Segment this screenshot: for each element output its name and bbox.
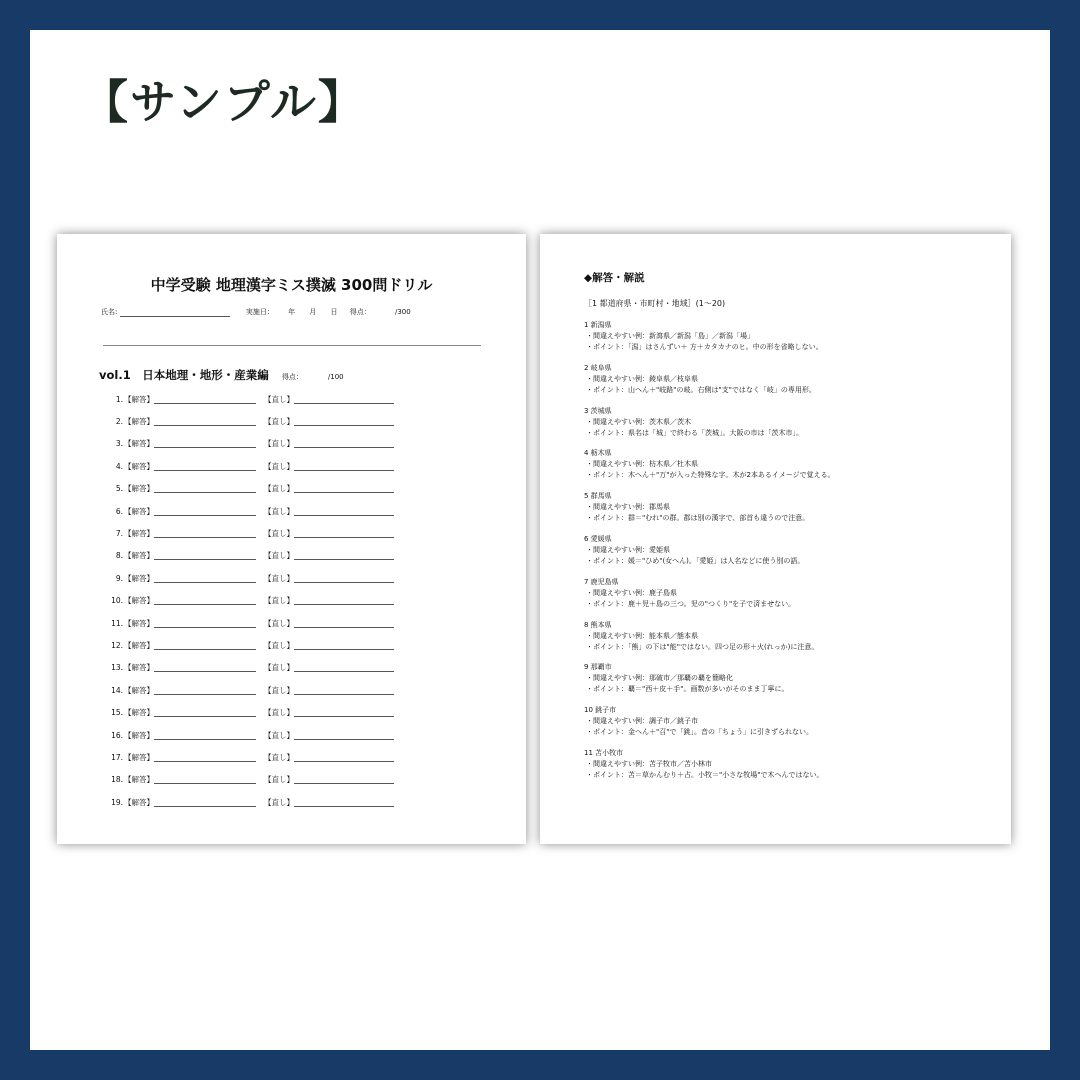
correction-field[interactable] <box>294 462 394 471</box>
answer-item <box>584 620 1004 663</box>
question-number: 9. <box>115 573 123 583</box>
answer-label: 【解答】 <box>124 618 154 628</box>
answer-field[interactable] <box>154 529 256 538</box>
correction-label: 【直し】 <box>264 573 294 583</box>
question-row <box>97 545 394 567</box>
answer-item <box>584 320 1004 363</box>
question-row <box>97 769 394 791</box>
correction-label: 【直し】 <box>264 640 294 650</box>
answer-item-title: 2 岐阜県 <box>584 363 612 372</box>
question-row <box>97 634 394 656</box>
volume-header <box>99 364 344 383</box>
question-row <box>97 433 394 455</box>
background-panel <box>30 30 1050 1050</box>
answer-item-title: 9 那覇市 <box>584 663 612 672</box>
correction-field[interactable] <box>294 731 394 740</box>
correction-field[interactable] <box>294 507 394 516</box>
answer-item <box>584 705 1004 748</box>
correction-field[interactable] <box>294 798 394 807</box>
correction-label: 【直し】 <box>264 461 294 471</box>
question-row <box>97 388 394 410</box>
correction-label: 【直し】 <box>264 551 294 561</box>
correction-field[interactable] <box>294 551 394 560</box>
correction-field[interactable] <box>294 439 394 448</box>
correction-field[interactable] <box>294 484 394 493</box>
answer-item-title: 5 群馬県 <box>584 492 612 501</box>
date-label: 実施日： <box>245 308 274 316</box>
answer-item-title: 11 苫小牧市 <box>584 748 624 757</box>
worksheet-meta <box>101 307 411 317</box>
correction-field[interactable] <box>294 596 394 605</box>
answer-field[interactable] <box>154 439 256 448</box>
answer-field[interactable] <box>154 619 256 628</box>
correction-field[interactable] <box>294 619 394 628</box>
question-number: 19. <box>111 797 123 807</box>
correction-field[interactable] <box>294 686 394 695</box>
year-label: 年 <box>288 308 296 316</box>
answer-label: 【解答】 <box>124 573 154 583</box>
score-total: /300 <box>395 308 411 316</box>
answer-label: 【解答】 <box>124 596 154 606</box>
day-label: 日 <box>330 308 338 316</box>
correction-label: 【直し】 <box>264 484 294 494</box>
question-number: 10. <box>111 596 123 606</box>
answer-item-point: ・ポイント：鹿＋児＋島の三つ。児の"つくり"を子で済ませない。 <box>586 599 796 608</box>
answer-item-mistake: ・間違えやすい例：能本県／態本県 <box>586 631 698 640</box>
question-number: 1. <box>115 394 123 404</box>
month-label: 月 <box>309 308 317 316</box>
question-row <box>97 657 394 679</box>
answer-field[interactable] <box>154 753 256 762</box>
answer-field[interactable] <box>154 395 256 404</box>
answer-list <box>584 320 1004 791</box>
question-row <box>97 410 394 432</box>
answer-field[interactable] <box>154 462 256 471</box>
answer-label: 【解答】 <box>124 708 154 718</box>
answer-item <box>584 577 1004 620</box>
answer-item-point: ・ポイント：木へん＋"万"が入った特殊な字。木が2本あるイメージで覚える。 <box>586 471 835 480</box>
question-row <box>97 500 394 522</box>
answer-item-point: ・ポイント：「潟」はさんずい＋ 方＋カタカナのヒ。中の形を省略しない。 <box>586 343 823 351</box>
answer-item-point: ・ポイント：「熊」の下は"能"ではない。四つ足の形＋火(れっか)に注意。 <box>586 642 819 651</box>
correction-label: 【直し】 <box>264 797 294 807</box>
answer-field[interactable] <box>154 731 256 740</box>
score-label: 得点： <box>349 308 371 316</box>
answer-item-title: 8 熊本県 <box>584 620 612 629</box>
answer-label: 【解答】 <box>124 685 154 695</box>
question-number: 8. <box>115 551 123 561</box>
answer-field[interactable] <box>154 686 256 695</box>
question-number: 12. <box>111 640 123 650</box>
correction-label: 【直し】 <box>264 506 294 516</box>
answer-item-title: 6 愛媛県 <box>584 534 612 543</box>
answer-item-mistake: ・間違えやすい例：錂阜県／枝阜県 <box>586 374 698 383</box>
question-number: 7. <box>115 529 123 539</box>
question-number: 17. <box>111 752 123 762</box>
answer-label: 【解答】 <box>124 752 154 762</box>
answer-field[interactable] <box>154 775 256 784</box>
answer-item <box>584 448 1004 491</box>
volume-score-label: 得点： <box>281 373 303 381</box>
worksheet-title: 中学受験 地理漢字ミス撲滅 300問ドリル <box>150 276 433 294</box>
answer-item-point: ・ポイント：覇＝"西＋皮＋手"。画数が多いがそのまま丁寧に。 <box>586 685 789 694</box>
answer-label: 【解答】 <box>124 484 154 494</box>
correction-label: 【直し】 <box>264 775 294 785</box>
correction-label: 【直し】 <box>264 663 294 673</box>
name-label: 氏名: <box>101 308 118 316</box>
answer-field[interactable] <box>154 574 256 583</box>
answer-label: 【解答】 <box>124 461 154 471</box>
answer-item <box>584 748 1004 791</box>
question-row <box>97 679 394 701</box>
correction-label: 【直し】 <box>264 596 294 606</box>
answer-field[interactable] <box>154 641 256 650</box>
question-number: 3. <box>115 439 123 449</box>
correction-label: 【直し】 <box>264 529 294 539</box>
answer-item-mistake: ・間違えやすい例：新瀉県／新潟「島」／新潟「場」 <box>586 332 754 340</box>
answer-item-mistake: ・間違えやすい例：枋木県／杜木県 <box>586 460 698 469</box>
answer-item-mistake: ・間違えやすい例：苫子牧市／苫小林市 <box>586 759 712 768</box>
answer-label: 【解答】 <box>124 663 154 673</box>
answer-item <box>584 406 1004 449</box>
correction-field[interactable] <box>294 395 394 404</box>
question-number: 2. <box>115 417 123 427</box>
answer-field[interactable] <box>154 708 256 717</box>
answer-item <box>584 363 1004 406</box>
question-number: 5. <box>115 484 123 494</box>
answer-item-title: 7 鹿児島県 <box>584 577 619 586</box>
question-row <box>97 791 394 813</box>
question-row <box>97 455 394 477</box>
answer-item <box>584 491 1004 534</box>
answer-label: 【解答】 <box>124 775 154 785</box>
answer-label: 【解答】 <box>124 439 154 449</box>
volume-title: vol.1 日本地理・地形・産業編 <box>99 368 269 382</box>
answer-field[interactable] <box>154 507 256 516</box>
answer-label: 【解答】 <box>124 640 154 650</box>
correction-field[interactable] <box>294 753 394 762</box>
sample-heading: 【サンプル】 <box>82 75 366 129</box>
answer-field[interactable] <box>154 484 256 493</box>
question-number: 18. <box>111 775 123 785</box>
correction-field[interactable] <box>294 641 394 650</box>
answer-label: 【解答】 <box>124 394 154 404</box>
answer-field[interactable] <box>154 663 256 672</box>
question-row <box>97 724 394 746</box>
answer-item-point: ・ポイント：媛＝"ひめ"(女へん)。「愛姫」は人名などに使う別の語。 <box>586 556 805 565</box>
question-number: 6. <box>115 506 123 516</box>
answer-item-title: 10 銚子市 <box>584 706 617 715</box>
answer-page <box>540 234 1011 844</box>
answer-item-title: 4 栃木県 <box>584 449 612 458</box>
correction-field[interactable] <box>294 708 394 717</box>
correction-field[interactable] <box>294 417 394 426</box>
answer-item-point: ・ポイント：金へん＋"召"で「銚」。音の「ちょう」に引きずられない。 <box>586 728 813 737</box>
answer-field[interactable] <box>154 798 256 807</box>
answer-item-point: ・ポイント：群＝"むれ"の群。郡は別の漢字で、部首も違うので注意。 <box>586 514 810 523</box>
answer-item-mistake: ・間違えやすい例：郡馬県 <box>586 503 670 512</box>
answer-label: 【解答】 <box>124 506 154 516</box>
volume-score-total: /100 <box>327 373 344 381</box>
question-row <box>97 567 394 589</box>
name-field[interactable] <box>120 309 230 317</box>
answer-item <box>584 662 1004 705</box>
answer-item-mistake: ・間違えやすい例：那破市／那覇の覇を簡略化 <box>586 674 733 683</box>
correction-label: 【直し】 <box>264 618 294 628</box>
question-number: 16. <box>111 730 123 740</box>
answer-field[interactable] <box>154 551 256 560</box>
answer-field[interactable] <box>154 417 256 426</box>
answer-item-mistake: ・間違えやすい例：鹿子島県 <box>586 588 677 597</box>
correction-field[interactable] <box>294 529 394 538</box>
answer-item <box>584 534 1004 577</box>
question-number: 15. <box>111 708 123 718</box>
correction-field[interactable] <box>294 663 394 672</box>
question-number: 11. <box>111 618 123 628</box>
answer-item-mistake: ・間違えやすい例：茨木県／茨木 <box>586 417 691 426</box>
answer-label: 【解答】 <box>124 551 154 561</box>
correction-label: 【直し】 <box>264 708 294 718</box>
correction-label: 【直し】 <box>264 394 294 404</box>
answer-label: 【解答】 <box>124 529 154 539</box>
answer-field[interactable] <box>154 596 256 605</box>
correction-label: 【直し】 <box>264 439 294 449</box>
correction-label: 【直し】 <box>264 417 294 427</box>
answer-item-mistake: ・間違えやすい例：愛姫県 <box>586 545 670 554</box>
answer-heading: ◆解答・解説 <box>584 272 645 284</box>
answer-label: 【解答】 <box>124 797 154 807</box>
question-row <box>97 590 394 612</box>
correction-field[interactable] <box>294 775 394 784</box>
correction-label: 【直し】 <box>264 752 294 762</box>
answer-item-mistake: ・間違えやすい例：調子市／銚子市 <box>586 717 698 726</box>
question-row <box>97 612 394 634</box>
question-row <box>97 522 394 544</box>
question-row <box>97 478 394 500</box>
correction-label: 【直し】 <box>264 730 294 740</box>
divider <box>103 345 481 346</box>
answer-item-title: 3 茨城県 <box>584 406 612 415</box>
question-list <box>97 388 394 813</box>
correction-label: 【直し】 <box>264 685 294 695</box>
correction-field[interactable] <box>294 574 394 583</box>
question-row <box>97 746 394 768</box>
question-number: 4. <box>115 461 123 471</box>
question-number: 14. <box>111 685 123 695</box>
question-number: 13. <box>111 663 123 673</box>
answer-label: 【解答】 <box>124 730 154 740</box>
answer-section-title: ［1 都道府県・市町村・地域］(1〜20) <box>584 299 726 308</box>
answer-item-point: ・ポイント：県名は「城」で終わる「茨城」。大阪の市は「茨木市」。 <box>586 428 803 437</box>
answer-item-point: ・ポイント：山へん＋"岐路"の岐。右側は"支"ではなく「岐」の専用形。 <box>586 385 816 394</box>
answer-label: 【解答】 <box>124 417 154 427</box>
answer-item-title: 1 新潟県 <box>584 321 612 329</box>
worksheet-page <box>57 234 526 844</box>
question-row <box>97 701 394 723</box>
answer-item-point: ・ポイント：苫＝草かんむり＋占。小牧＝"小さな牧場"で木へんではない。 <box>586 770 824 779</box>
